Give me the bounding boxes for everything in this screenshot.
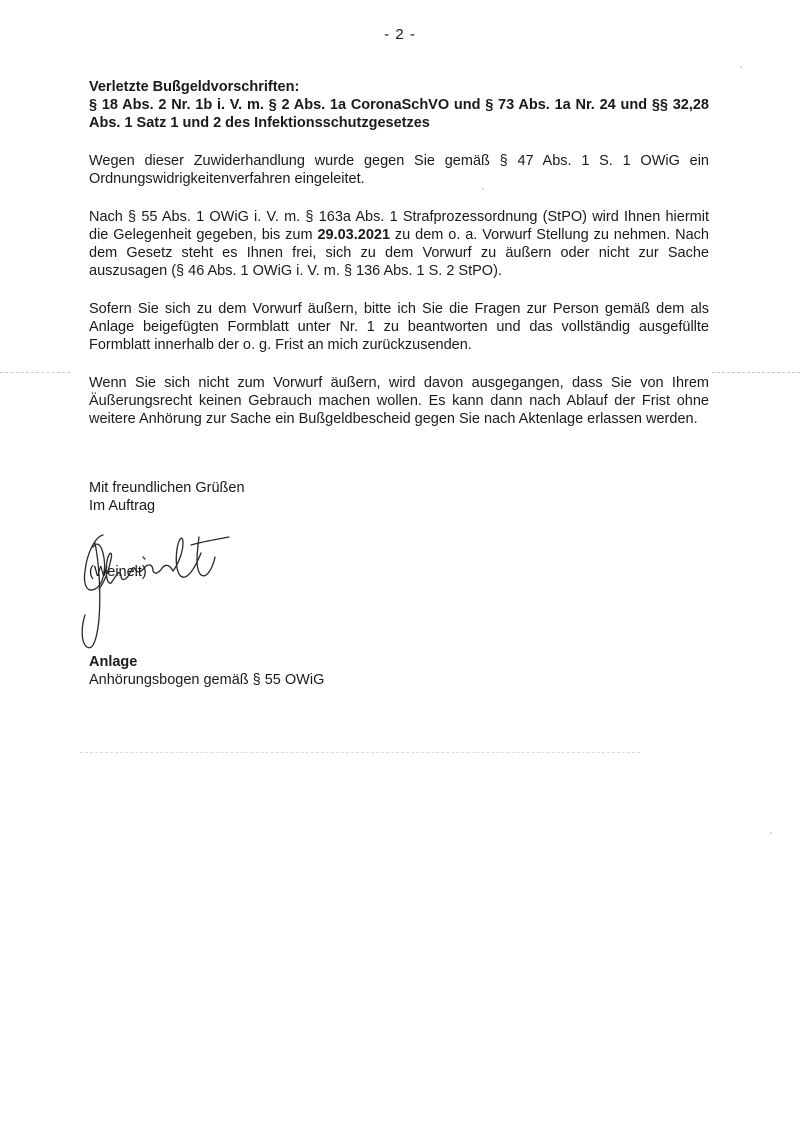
- letter-body: [89, 78, 709, 689]
- signature-block: [89, 515, 709, 647]
- paragraph-hearing-text-2: zu dem o. a. Vorwurf Stellung zu nehmen. Nach dem Gesetz steht es Ihnen frei, sich zu dem Vorwurf zu äußern oder nicht zur Sache auszusagen (§ 46 Abs. 1 OWiG i. V. m. § 136 Abs. 1 S. 2 StPO).: [89, 227, 709, 279]
- closing-greeting: Mit freundlichen Grüßen: [89, 480, 245, 496]
- paragraph-form: Sofern Sie sich zu dem Vorwurf äußern, bitte ich Sie die Fragen zur Person gemäß dem als Anlage beigefügten Formblatt unter Nr. 1 zu beantworten und das vollständig ausgefüllte Formblatt innerhalb der o. g. Frist an mich zurückzusenden.: [89, 301, 709, 353]
- attachment-item: Anhörungsbogen gemäß § 55 OWiG: [89, 672, 325, 688]
- deadline-date: 29.03.2021: [317, 227, 391, 243]
- scan-artifact-dot: [740, 66, 742, 68]
- violated-regulations-label: Verletzte Bußgeldvorschriften:: [89, 79, 300, 95]
- scan-artifact-line: [80, 752, 640, 753]
- scan-artifact-dot: [770, 832, 772, 834]
- paragraph-proceedings: Wegen dieser Zuwiderhandlung wurde gegen Sie gemäß § 47 Abs. 1 S. 1 OWiG ein Ordnungswidrigkeitenverfahren eingeleitet.: [89, 153, 709, 187]
- scan-artifact-line: [712, 372, 800, 373]
- signer-name: (Weinelt): [89, 564, 147, 580]
- violated-regulations: [89, 78, 709, 132]
- paragraph-hearing: [89, 208, 709, 280]
- violated-regulations-text: § 18 Abs. 2 Nr. 1b i. V. m. § 2 Abs. 1a CoronaSchVO und § 73 Abs. 1a Nr. 24 und §§ 32,28 Abs. 1 Satz 1 und 2 des Infektionsschutzgesetzes: [89, 97, 709, 131]
- scan-artifact-line: [0, 372, 70, 373]
- closing-on-behalf: Im Auftrag: [89, 498, 156, 514]
- attachment-heading: Anlage: [89, 654, 138, 670]
- handwritten-signature: [73, 523, 243, 655]
- closing: [89, 479, 709, 515]
- page-number: - 2 -: [384, 26, 416, 43]
- attachment: [89, 653, 709, 689]
- paragraph-hearing-text-1: Nach § 55 Abs. 1 OWiG i. V. m. § 163a Abs. 1 Strafprozessordnung (StPO) wird Ihnen hiermit die Gelegenheit gegeben, bis zum: [89, 209, 709, 243]
- paragraph-no-statement: Wenn Sie sich nicht zum Vorwurf äußern, wird davon ausgegangen, dass Sie von Ihrem Äußerungsrecht keinen Gebrauch machen wollen. Es kann dann nach Ablauf der Frist ohne weitere Anhörung zur Sache ein Bußgeldbescheid gegen Sie nach Aktenlage erlassen werden.: [89, 375, 709, 427]
